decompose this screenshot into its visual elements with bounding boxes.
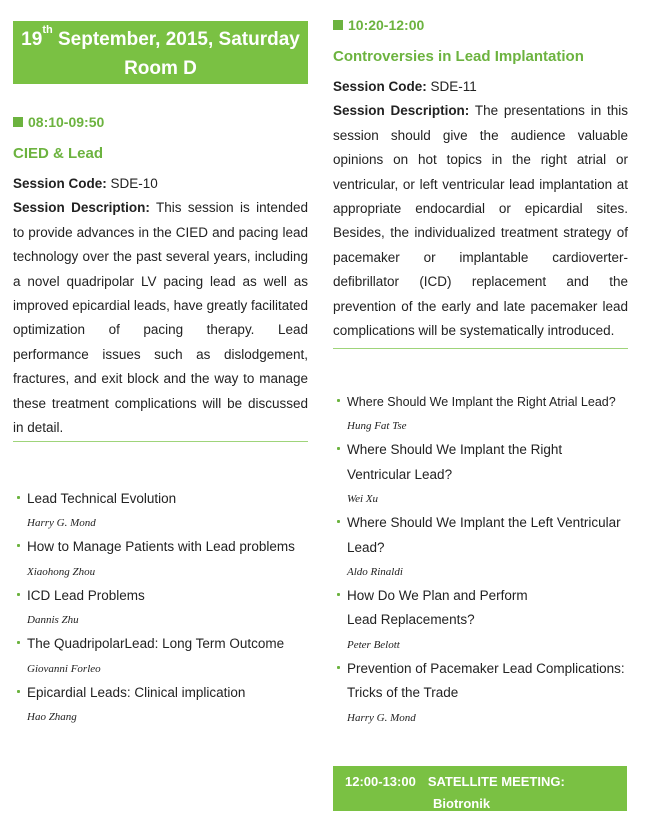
session-info-right — [333, 75, 628, 343]
session-time-left: 08:10-09:50 — [13, 114, 104, 130]
list-item — [13, 632, 308, 680]
talk-speaker: Harry G. Mond — [27, 517, 96, 530]
talk-title: Where Should We Implant the Left Ventricular Lead? — [347, 515, 621, 555]
talk-speaker: Peter Belott — [347, 638, 400, 651]
day-header — [13, 21, 308, 84]
talk-title: Epicardial Leads: Clinical implication — [27, 684, 246, 700]
divider-left — [13, 441, 308, 442]
bullet-icon — [337, 593, 340, 596]
list-item — [13, 535, 308, 583]
session-title-left: CIED & Lead — [13, 145, 104, 162]
satellite-label: SATELLITE MEETING: — [427, 774, 565, 789]
session-code-left: Session Code: SDE-10 — [13, 176, 158, 191]
bullet-icon — [337, 520, 340, 523]
talk-speaker: Harry G. Mond — [347, 711, 416, 724]
bullet-icon — [337, 399, 340, 402]
talk-speaker: Xiaohong Zhou — [27, 565, 96, 578]
list-item — [333, 584, 628, 657]
talk-speaker: Dannis Zhu — [27, 614, 79, 627]
bullet-icon — [17, 641, 20, 644]
talk-title: Lead Technical Evolution — [27, 491, 177, 506]
square-bullet-icon — [13, 117, 23, 127]
talk-title: Where Should We Implant the Right Atrial Lead? — [347, 395, 616, 409]
talk-list-right — [333, 390, 628, 730]
divider-right — [333, 348, 628, 349]
day-date: 19th September, 2015, Saturday — [21, 24, 300, 50]
talk-speaker: Wei Xu — [347, 493, 379, 506]
talk-speaker: Hung Fat Tse — [347, 420, 407, 433]
talk-title: The QuadripolarLead: Long Term Outcome — [27, 636, 285, 652]
talk-title: Prevention of Pacemaker Lead Complications: Tricks of the Trade — [347, 660, 625, 701]
satellite-time: 12:00-13:00 — [345, 774, 416, 789]
bullet-icon — [17, 690, 20, 693]
list-item — [13, 487, 308, 535]
satellite-meeting-banner — [333, 766, 627, 811]
talk-title: ICD Lead Problems — [27, 587, 145, 603]
talk-speaker: Giovanni Forleo — [27, 662, 101, 675]
bullet-icon — [17, 496, 20, 499]
session-description-right: Session Description: The presentations in this session should give the audience valuable opinions on hot topics in the right atrial or ventricular, or left ventricular lead implantation at appropriate endocardial or epicardial sites. Besides, the individualized treatment strategy of pacemaker or implantable cardioverter-defibrillator (ICD) replacement and the prevention of the early and late pacemaker lead complications will be systematically introduced. — [333, 103, 628, 339]
list-item — [333, 511, 628, 584]
talk-speaker: Hao Zhang — [27, 711, 77, 724]
bullet-icon — [337, 447, 340, 450]
talk-list-left — [13, 487, 308, 729]
session-code-right: Session Code: SDE-11 — [333, 79, 477, 94]
list-item — [333, 657, 628, 730]
room-label: Room D — [124, 58, 197, 79]
session-description-left: Session Description: This session is intended to provide advances in the CIED and pacing lead technology over the past several years, including a novel quadripolar LV pacing lead as well as improved epicardial leads, have greatly facilitated optimization of pacing therapy. Lead performance issues such as dislodgement, fractures, and exit block and the way to manage these treatment complications will be discussed in detail. — [13, 200, 308, 436]
list-item — [333, 390, 628, 438]
talk-speaker: Aldo Rinaldi — [347, 566, 403, 579]
bullet-icon — [17, 544, 20, 547]
session-time-right: 10:20-12:00 — [333, 17, 424, 33]
square-bullet-icon — [333, 20, 343, 30]
talk-title: How Do We Plan and Perform Lead Replacements? — [347, 588, 528, 628]
satellite-sponsor: Biotronik — [433, 796, 491, 811]
bullet-icon — [337, 666, 340, 669]
list-item — [13, 584, 308, 632]
session-title-right: Controversies in Lead Implantation — [333, 48, 584, 65]
bullet-icon — [17, 593, 20, 596]
session-info-left — [13, 172, 308, 440]
list-item — [333, 438, 628, 511]
talk-title: Where Should We Implant the Right Ventricular Lead? — [347, 442, 563, 482]
talk-title: How to Manage Patients with Lead problems — [27, 539, 295, 555]
list-item — [13, 681, 308, 729]
